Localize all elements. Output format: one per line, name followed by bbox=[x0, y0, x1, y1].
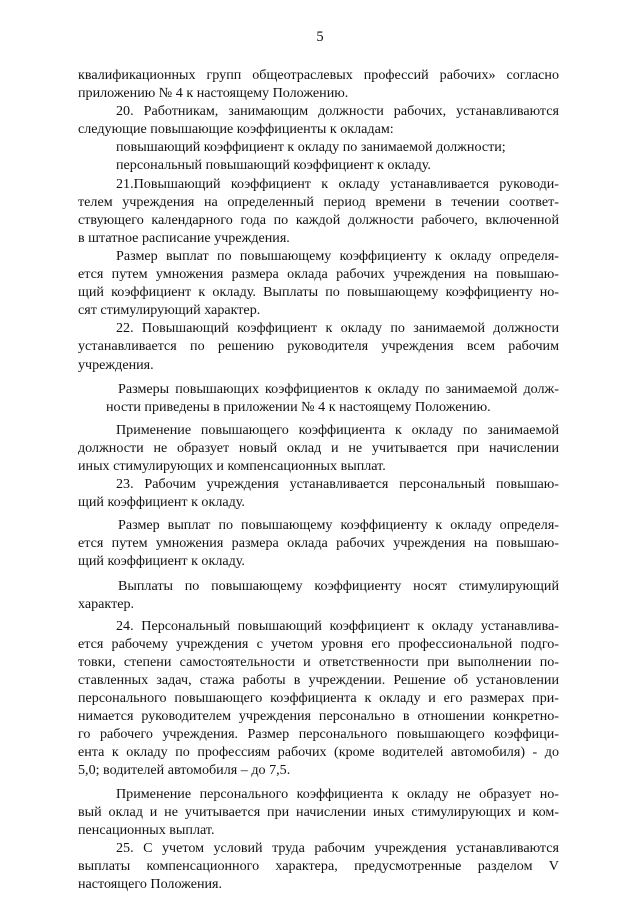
text-line: вый оклад и не учитывается при начислении иных стимулирующих и ком- bbox=[78, 803, 559, 820]
text-line: в штатное расписание учреждения. bbox=[78, 229, 290, 246]
document-body bbox=[78, 66, 559, 893]
paragraph bbox=[78, 785, 559, 839]
paragraph bbox=[78, 577, 559, 613]
text-line: 25. С учетом условий труда рабочим учреждения устанавливаются bbox=[116, 839, 559, 856]
paragraph bbox=[78, 247, 559, 319]
text-line: учреждения. bbox=[78, 356, 154, 373]
text-line: ется путем умножения размера оклада рабочих учреждения на повышаю- bbox=[78, 266, 559, 283]
text-line: Размеры повышающих коэффициентов к окладу по занимаемой долж- bbox=[118, 380, 559, 397]
text-line: иных стимулирующих и компенсационных выплат. bbox=[78, 457, 386, 474]
text-line: 22. Повышающий коэффициент к окладу по занимаемой должности bbox=[116, 320, 559, 337]
text-line: персонального повышающего коэффициента к окладу и его размерах при- bbox=[78, 690, 559, 707]
text-line: 24. Персональный повышающий коэффициент к окладу устанавлива- bbox=[116, 617, 559, 634]
paragraph bbox=[78, 516, 559, 570]
text-line: ется путем умножения размера оклада рабочих учреждения на повышаю- bbox=[78, 535, 559, 552]
text-line: 23. Рабочим учреждения устанавливается персональный повышаю- bbox=[116, 476, 559, 493]
text-line: устанавливается по решению руководителя учреждения всем рабочим bbox=[78, 338, 559, 355]
text-line: Размер выплат по повышающему коэффициенту к окладу определя- bbox=[116, 247, 559, 264]
text-line: щий коэффициент к окладу. Выплаты по повышающему коэффициенту но- bbox=[78, 284, 559, 301]
paragraph-item-25 bbox=[78, 839, 559, 893]
text-line: сят стимулирующий характер. bbox=[78, 302, 261, 319]
paragraph bbox=[78, 421, 559, 475]
paragraph-item-22 bbox=[78, 319, 559, 373]
text-line: ется рабочему учреждения с учетом уровня его профессиональной подго- bbox=[78, 635, 559, 652]
list-entry bbox=[78, 138, 559, 156]
paragraph-item-24 bbox=[78, 617, 559, 780]
text-line: го рабочего учреждения. Размер персонального повышающего коэффици- bbox=[78, 726, 559, 743]
text-line: ности приведены в приложении № 4 к настоящему Положению. bbox=[106, 398, 491, 415]
list-entry bbox=[78, 156, 559, 174]
text-line: товки, степени самостоятельности и ответственности при выполнении по- bbox=[78, 653, 559, 670]
text-line: настоящего Положения. bbox=[78, 876, 223, 893]
text-line: Размер выплат по повышающему коэффициенту к окладу определя- bbox=[118, 517, 559, 534]
text-line: характер. bbox=[78, 595, 135, 612]
text-line: щий коэффициент к окладу. bbox=[78, 494, 245, 511]
text-line: 21.Повышающий коэффициент к окладу устанавливается руководи- bbox=[116, 175, 559, 192]
text-line: следующие повышающие коэффициенты к окладам: bbox=[78, 121, 394, 138]
text-line: щий коэффициент к окладу. bbox=[78, 553, 245, 570]
text-line: телем учреждения на определенный период времени в течении соответ- bbox=[78, 193, 559, 210]
text-line: выплаты компенсационного характера, предусмотренные разделом V bbox=[78, 857, 559, 874]
text-line: ставленных задач, стажа работы в учреждении. Решение об установлении bbox=[78, 672, 559, 688]
text-line: квалификационных групп общеотраслевых профессий рабочих» согласно bbox=[78, 67, 559, 83]
text-line: персональный повышающий коэффициент к окладу. bbox=[116, 157, 431, 174]
text-line: Применение персонального коэффициента к окладу не образует но- bbox=[116, 785, 559, 802]
paragraph-item-20 bbox=[78, 102, 559, 138]
text-line: Выплаты по повышающему коэффициенту носят стимулирующий bbox=[118, 577, 559, 594]
paragraph-item-21 bbox=[78, 175, 559, 247]
text-line: повышающий коэффициент к окладу по занимаемой должности; bbox=[116, 139, 506, 156]
text-line: 5,0; водителей автомобиля – до 7,5. bbox=[78, 762, 291, 779]
paragraph bbox=[106, 380, 559, 416]
text-line: ента к окладу по профессиям рабочих (кроме водителей автомобиля) - до bbox=[78, 744, 559, 761]
text-line: приложению № 4 к настоящему Положению. bbox=[78, 85, 349, 102]
paragraph-continuation bbox=[78, 66, 559, 102]
text-line: Применение повышающего коэффициента к окладу по занимаемой bbox=[116, 421, 559, 438]
paragraph-item-23 bbox=[78, 475, 559, 511]
text-line: ствующего календарного года по каждой должности рабочего, включенной bbox=[78, 211, 559, 228]
text-line: пенсационных выплат. bbox=[78, 821, 215, 838]
text-line: 20. Работникам, занимающим должности рабочих, устанавливаются bbox=[116, 103, 559, 120]
text-line: нимается руководителем учреждения персонально в отношении конкретно- bbox=[78, 708, 559, 725]
text-line: должности не образует новый оклад и не учитывается при начислении bbox=[78, 439, 559, 456]
page-number: 5 bbox=[316, 29, 324, 45]
